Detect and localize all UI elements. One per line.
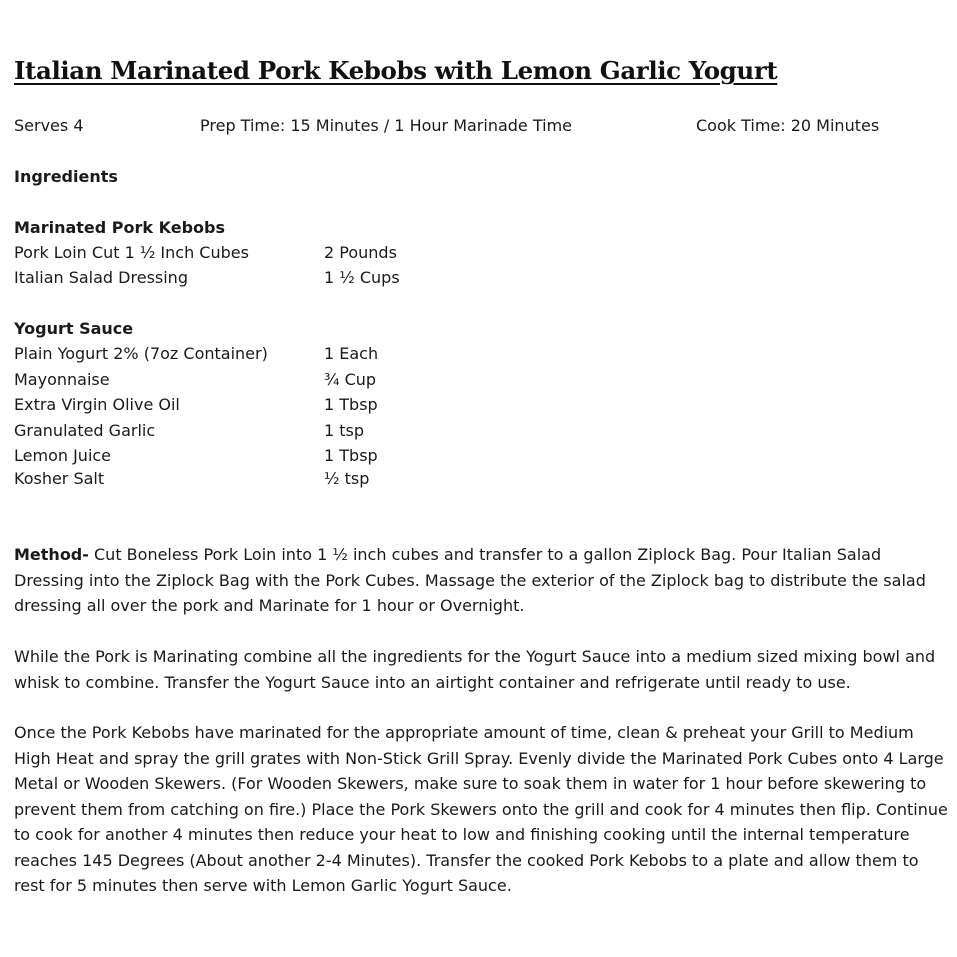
ingredient-name: Plain Yogurt 2% (7oz Container) xyxy=(14,344,268,363)
section-heading-marinated-pork: Marinated Pork Kebobs xyxy=(14,218,226,237)
ingredient-quantity: 1 tsp xyxy=(324,421,365,440)
recipe-title: Italian Marinated Pork Kebobs with Lemon Garlic Yogurt xyxy=(14,56,778,85)
cook-time-label: Cook Time: 20 Minutes xyxy=(696,116,880,135)
ingredient-quantity: ¾ Cup xyxy=(324,370,377,389)
ingredient-quantity: 2 Pounds xyxy=(324,243,397,262)
ingredient-name: Mayonnaise xyxy=(14,370,110,389)
ingredient-name: Kosher Salt xyxy=(14,469,105,488)
ingredient-name: Italian Salad Dressing xyxy=(14,268,188,287)
serves-label: Serves 4 xyxy=(14,116,84,135)
method-paragraph-1 xyxy=(14,542,950,619)
method-paragraph-3: Once the Pork Kebobs have marinated for the appropriate amount of time, clean & preheat your Grill to Medium High Heat and spray the grill grates with Non-Stick Grill Spray. Evenly divide the Marinated Pork Cubes onto 4 Large Metal or Wooden Skewers. (For Wooden Skewers, make sure to soak them in water for 1 hour before skewering to prevent them from catching on fire.) Place the Pork Skewers onto the grill and cook for 4 minutes then flip. Continue to cook for another 4 minutes then reduce your heat to low and finishing cooking until the internal temperature reaches 145 Degrees (About another 2-4 Minutes). Transfer the cooked Pork Kebobs to a plate and allow them to rest for 5 minutes then serve with Lemon Garlic Yogurt Sauce. xyxy=(14,723,948,895)
prep-time-label: Prep Time: 15 Minutes / 1 Hour Marinade Time xyxy=(200,116,573,135)
method-paragraph-2: While the Pork is Marinating combine all the ingredients for the Yogurt Sauce into a medium sized mixing bowl and whisk to combine. Transfer the Yogurt Sauce into an airtight container and refrigerate until ready to use. xyxy=(14,647,936,692)
method-label: Method- xyxy=(14,545,89,564)
section-heading-yogurt-sauce: Yogurt Sauce xyxy=(14,319,134,338)
method-text-1: Cut Boneless Pork Loin into 1 ½ inch cubes and transfer to a gallon Ziplock Bag. Pour Italian Salad Dressing into the Ziplock Bag with the Pork Cubes. Massage the exterior of the Ziplock bag to distribute the salad dressing all over the pork and Marinate for 1 hour or Overnight. xyxy=(14,545,926,615)
ingredient-name: Granulated Garlic xyxy=(14,421,156,440)
ingredient-quantity: 1 Tbsp xyxy=(324,395,378,414)
ingredient-name: Lemon Juice xyxy=(14,446,112,465)
ingredient-quantity: 1 ½ Cups xyxy=(324,268,400,287)
ingredient-quantity: 1 Each xyxy=(324,344,379,363)
ingredient-quantity: 1 Tbsp xyxy=(324,446,378,465)
ingredient-quantity: ½ tsp xyxy=(324,469,370,488)
ingredients-heading: Ingredients xyxy=(14,167,118,186)
ingredient-name: Extra Virgin Olive Oil xyxy=(14,395,180,414)
ingredient-name: Pork Loin Cut 1 ½ Inch Cubes xyxy=(14,243,249,262)
